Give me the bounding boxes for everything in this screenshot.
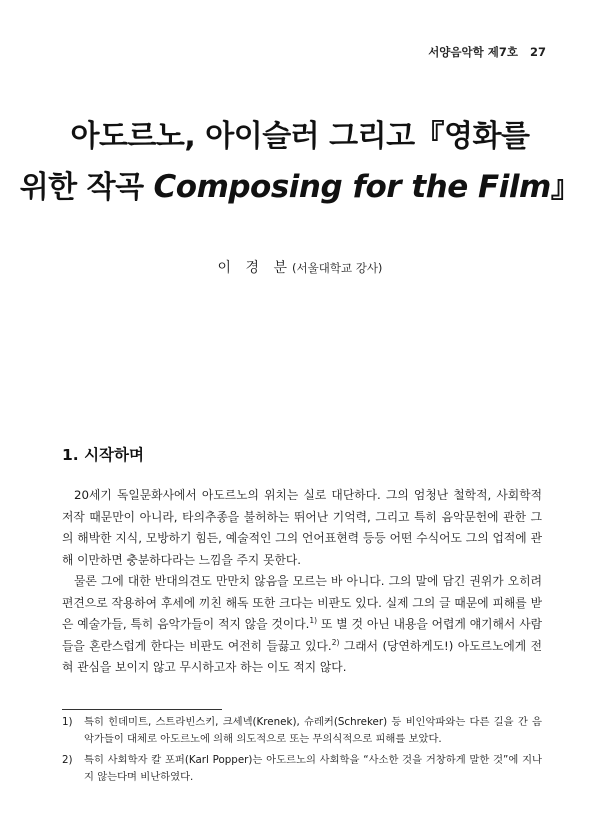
footnote-2 xyxy=(62,752,542,786)
paragraph-2 xyxy=(62,571,542,679)
title-english-part: Composing for the Film xyxy=(153,169,551,205)
footnote-text: 특히 사회학자 칼 포퍼(Karl Popper)는 아도르노의 사회학을 “사소한 것을 거창하게 말한 것”에 지나지 않는다며 비난하였다. xyxy=(84,754,542,783)
footnote-ref-2[interactable]: 2) xyxy=(331,637,340,647)
paragraph-2-part-2: 또 별 것 아닌 내용을 어렵게 얘기해서 사람들을 혼란스럽게 한다는 비판도 여전히 들끓고 있다. xyxy=(62,617,542,653)
running-header xyxy=(428,44,546,60)
author-byline xyxy=(0,257,600,277)
paragraph-2-part-1: 물론 그에 대한 반대의견도 만만치 않음을 모르는 바 아니다. 그의 말에 담긴 권위가 오히려 편견으로 작용하여 후세에 끼친 해독 또한 크다는 비판도 있다. 실제 그의 글 때문에 피해를 받은 예술가들, 특히 음악가들이 적지 않을 것이다. xyxy=(62,574,542,631)
journal-name: 서양음악학 제7호 xyxy=(428,45,518,59)
footnote-ref-1[interactable]: 1) xyxy=(309,616,318,626)
footnote-text: 특히 힌데미트, 스트라빈스키, 크세넥(Krenek), 슈레커(Schreker) 등 비인악파와는 다른 길을 간 음악가들이 대체로 아도르노에 의해 의도적으로 또는 무의식적으로 피해를 보았다. xyxy=(84,716,542,745)
title-line-2 xyxy=(0,162,600,213)
footnote-1 xyxy=(62,714,542,748)
footnote-divider xyxy=(62,709,222,710)
article-title xyxy=(0,112,600,213)
author-affiliation: (서울대학교 강사) xyxy=(292,261,383,275)
footnote-number: 1) xyxy=(62,716,73,728)
author-name: 이 경 분 xyxy=(217,260,293,276)
section-heading: 1. 시작하며 xyxy=(62,446,144,464)
title-korean-part: 위한 작곡 xyxy=(19,170,144,205)
footnotes xyxy=(62,714,542,790)
paragraph-2-part-3: 그래서 (당연하게도!) 아도르노에게 전혀 관심을 보이지 않고 무시하고자 하는 이도 적지 않다. xyxy=(62,638,543,674)
title-line-1: 아도르노, 아이슬러 그리고『영화를 xyxy=(70,119,530,154)
title-close-bracket: 』 xyxy=(550,170,581,205)
paragraph-1: 20세기 독일문화사에서 아도르노의 위치는 실로 대단하다. 그의 엄청난 철학적, 사회학적 저작 때문만이 아니라, 타의추종을 불허하는 뛰어난 기억력, 그리고 특히 음악문헌에 관한 그의 해박한 지식, 모방하기 힘든, 예술적인 그의 언어표현력 등등 어떤 수식어도 그의 업적에 관해 이만하면 충분하다라는 느낌을 주지 못한다. xyxy=(62,488,542,567)
footnote-number: 2) xyxy=(62,754,73,766)
body-text xyxy=(62,485,542,679)
page-number: 27 xyxy=(529,45,546,59)
